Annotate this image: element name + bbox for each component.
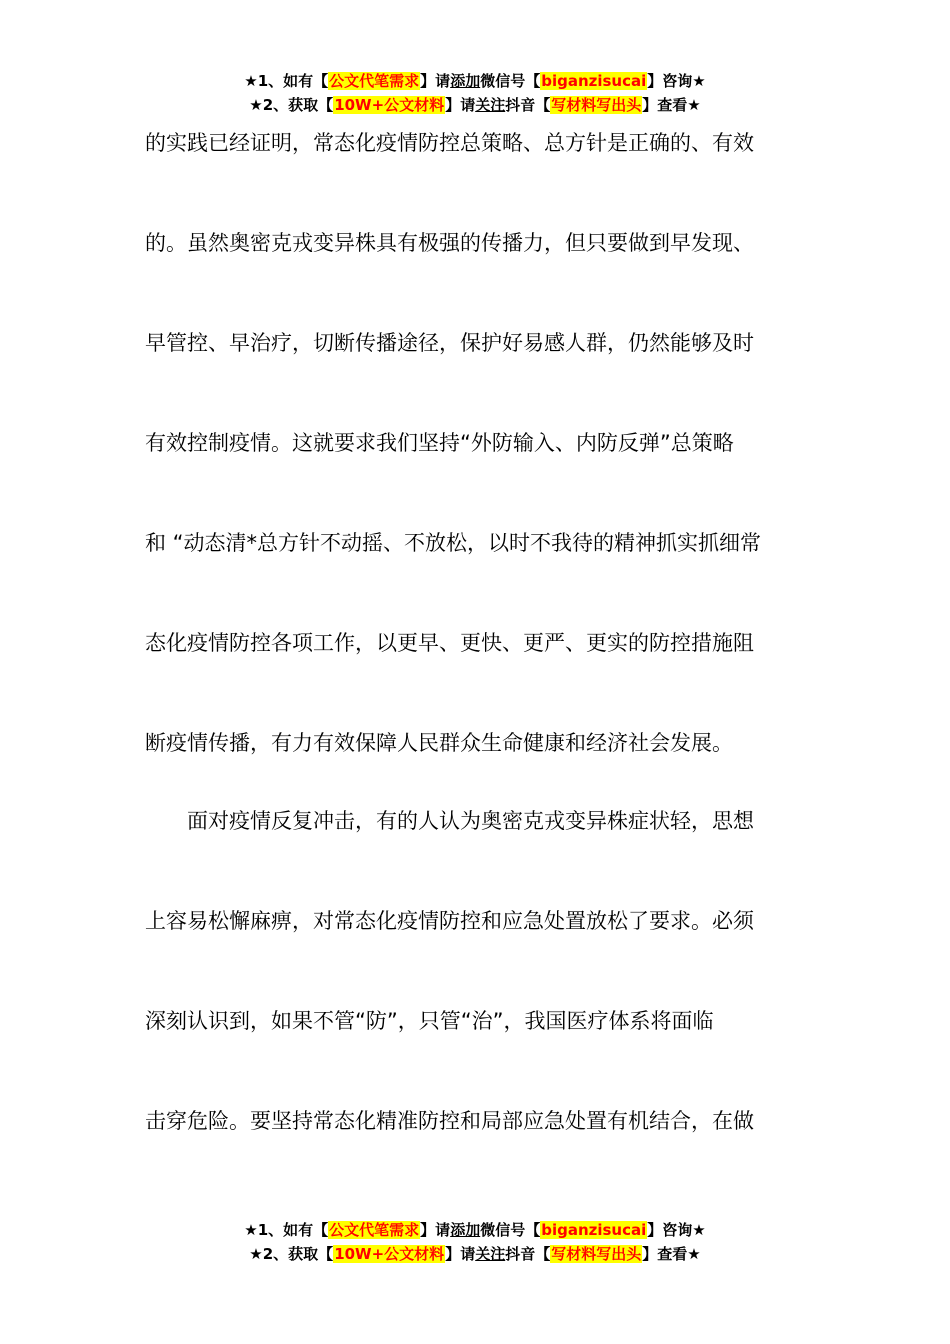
paragraph-first-line: 面对疫情反复冲击，有的人认为奥密克戎变异株症状轻，思想 — [187, 809, 754, 833]
underlined-text: 添加 — [450, 1221, 481, 1239]
banner-text: ★2、获取【 — [249, 1245, 334, 1263]
banner-line-1 — [0, 69, 950, 93]
body-line: 和 “动态清*总方针不动摇、不放松，以时不我待的精神抓实抓细常 — [145, 531, 762, 555]
body-line: 断疫情传播，有力有效保障人民群众生命健康和经济社会发展。 — [145, 731, 733, 755]
banner-text: 】请 — [445, 96, 476, 114]
highlight-text: 公文代笔需求 — [329, 1221, 420, 1239]
underlined-text: 关注 — [475, 96, 506, 114]
banner-text: ★2、获取【 — [249, 96, 334, 114]
highlight-text: 10W+公文材料 — [334, 1245, 445, 1263]
body-line: 早管控、早治疗，切断传播途径，保护好易感人群，仍然能够及时 — [145, 331, 754, 355]
body-line: 的。虽然奥密克戎变异株具有极强的传播力，但只要做到早发现、 — [145, 231, 754, 255]
banner-text: 】查看★ — [642, 1245, 701, 1263]
banner-line-2 — [0, 1242, 950, 1266]
highlight-text: biganzisucai — [541, 1221, 647, 1239]
banner-text: 微信号【 — [480, 72, 541, 90]
body-line: 深刻认识到，如果不管“防”，只管“治”，我国医疗体系将面临 — [145, 1009, 714, 1033]
banner-text: 抖音【 — [505, 96, 551, 114]
banner-line-2 — [0, 93, 950, 117]
body-line: 态化疫情防控各项工作，以更早、更快、更严、更实的防控措施阻 — [145, 631, 754, 655]
footer-banner — [0, 1218, 950, 1266]
body-line: 有效控制疫情。这就要求我们坚持“外防输入、内防反弹”总策略 — [145, 431, 734, 455]
banner-text: 】咨询★ — [647, 1221, 706, 1239]
banner-text: 】请 — [420, 72, 451, 90]
highlight-text: 写材料写出头 — [551, 1245, 642, 1263]
banner-text: 】请 — [420, 1221, 451, 1239]
underlined-text: 关注 — [475, 1245, 506, 1263]
banner-text: 】咨询★ — [647, 72, 706, 90]
highlight-text: 10W+公文材料 — [334, 96, 445, 114]
body-line: 击穿危险。要坚持常态化精准防控和局部应急处置有机结合，在做 — [145, 1109, 754, 1133]
header-banner — [0, 69, 950, 117]
highlight-text: 公文代笔需求 — [329, 72, 420, 90]
banner-text: 微信号【 — [480, 1221, 541, 1239]
banner-line-1 — [0, 1218, 950, 1242]
banner-text: ★1、如有【 — [244, 1221, 329, 1239]
underlined-text: 添加 — [450, 72, 481, 90]
banner-text: 抖音【 — [505, 1245, 551, 1263]
highlight-text: 写材料写出头 — [551, 96, 642, 114]
body-line: 的实践已经证明，常态化疫情防控总策略、总方针是正确的、有效 — [145, 131, 754, 155]
banner-text: 】查看★ — [642, 96, 701, 114]
highlight-text: biganzisucai — [541, 72, 647, 90]
banner-text: 】请 — [445, 1245, 476, 1263]
body-line: 上容易松懈麻痹，对常态化疫情防控和应急处置放松了要求。必须 — [145, 909, 754, 933]
banner-text: ★1、如有【 — [244, 72, 329, 90]
